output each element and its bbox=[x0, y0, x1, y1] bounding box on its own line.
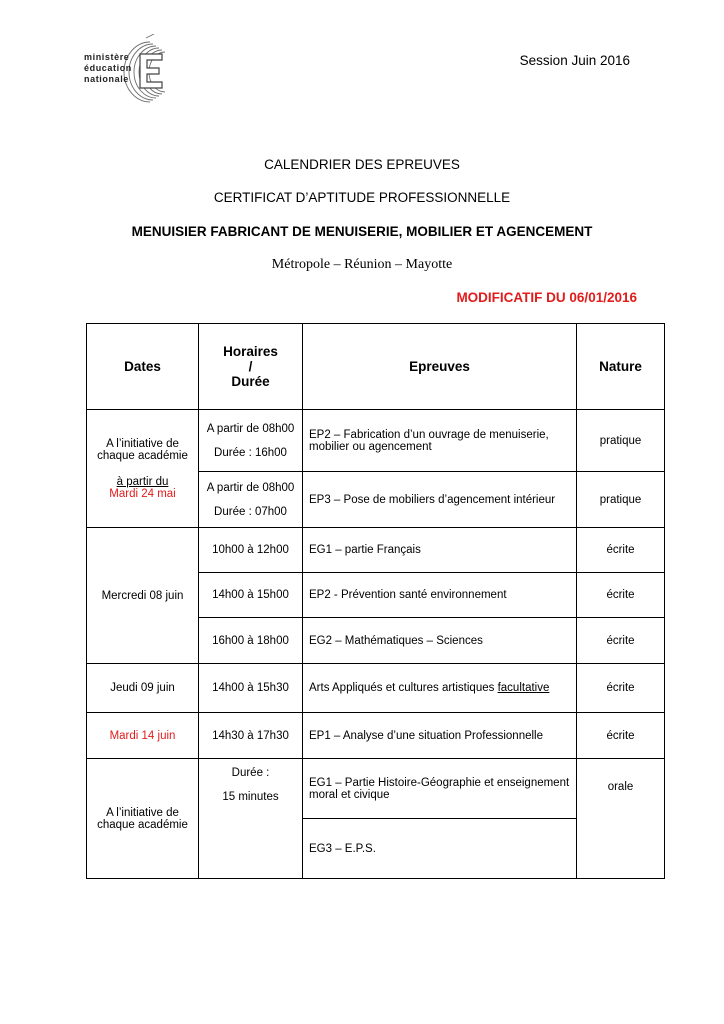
date-cell: Mercredi 08 juin bbox=[87, 528, 199, 664]
epreuve-cell: EG1 – partie Français bbox=[303, 528, 577, 573]
epreuve-cell: EG3 – E.P.S. bbox=[303, 819, 577, 879]
nature-cell: écrite bbox=[577, 713, 665, 759]
epreuve-cell: EP2 - Prévention santé environnement bbox=[303, 573, 577, 618]
nature-cell: orale bbox=[577, 759, 665, 879]
table-row bbox=[87, 410, 665, 472]
horaire-cell: 14h30 à 17h30 bbox=[199, 713, 303, 759]
header-dates: Dates bbox=[87, 324, 199, 410]
horaire-cell: Durée : 15 minutes bbox=[199, 759, 303, 879]
table-header-row bbox=[87, 324, 665, 410]
epreuve-text: Arts Appliqués et cultures artistiques bbox=[309, 682, 495, 694]
logo-line: nationale bbox=[84, 74, 129, 84]
date-cell: A l’initiative de chaque académie à partir du Mardi 24 mai bbox=[87, 410, 199, 528]
modificatif-notice: MODIFICATIF DU 06/01/2016 bbox=[456, 290, 637, 305]
nature-cell: pratique bbox=[577, 410, 665, 472]
nature-cell: écrite bbox=[577, 618, 665, 664]
epreuve-cell: EG1 – Partie Histoire-Géographie et enseignement moral et civique bbox=[303, 759, 577, 819]
date-cell: Jeudi 09 juin bbox=[87, 664, 199, 713]
logo-line: éducation bbox=[84, 63, 132, 73]
nature-cell: pratique bbox=[577, 472, 665, 528]
calendar-title: CALENDRIER DES EPREUVES bbox=[264, 157, 460, 172]
session-label: Session Juin 2016 bbox=[519, 53, 630, 68]
horaire-cell: A partir de 08h00 Durée : 16h00 bbox=[199, 410, 303, 472]
epreuve-cell: EG2 – Mathématiques – Sciences bbox=[303, 618, 577, 664]
epreuve-cell: EP1 – Analyse d’une situation Professionnelle bbox=[303, 713, 577, 759]
date-cell: Mardi 14 juin bbox=[87, 713, 199, 759]
nature-cell: écrite bbox=[577, 664, 665, 713]
horaire-cell: 16h00 à 18h00 bbox=[199, 618, 303, 664]
facultative-note: facultative bbox=[497, 682, 550, 694]
table-row bbox=[87, 664, 665, 713]
certificate-title: CERTIFICAT D’APTITUDE PROFESSIONNELLE bbox=[213, 190, 511, 205]
exam-calendar-table bbox=[86, 323, 665, 879]
header-nature: Nature bbox=[577, 324, 665, 410]
epreuve-cell: EP2 – Fabrication d’un ouvrage de menuiserie, mobilier ou agencement bbox=[303, 410, 577, 472]
horaire-cell: A partir de 08h00 Durée : 07h00 bbox=[199, 472, 303, 528]
nature-cell: écrite bbox=[577, 573, 665, 618]
date-cell: A l’initiative de chaque académie bbox=[87, 759, 199, 879]
table-row bbox=[87, 528, 665, 573]
table-row bbox=[87, 713, 665, 759]
header-epreuves: Epreuves bbox=[303, 324, 577, 410]
table-row bbox=[87, 759, 665, 819]
epreuve-cell bbox=[303, 664, 577, 713]
specialty-title: MENUISIER FABRICANT DE MENUISERIE, MOBILIER ET AGENCEMENT bbox=[131, 224, 593, 239]
epreuve-cell: EP3 – Pose de mobiliers d’agencement intérieur bbox=[303, 472, 577, 528]
horaire-cell: 14h00 à 15h30 bbox=[199, 664, 303, 713]
nature-cell: écrite bbox=[577, 528, 665, 573]
ministry-logo bbox=[84, 34, 180, 110]
logo-line: ministère bbox=[84, 52, 130, 62]
horaire-cell: 10h00 à 12h00 bbox=[199, 528, 303, 573]
horaire-cell: 14h00 à 15h00 bbox=[199, 573, 303, 618]
regions-line: Métropole – Réunion – Mayotte bbox=[271, 257, 453, 272]
header-horaires: Horaires / Durée bbox=[199, 324, 303, 410]
